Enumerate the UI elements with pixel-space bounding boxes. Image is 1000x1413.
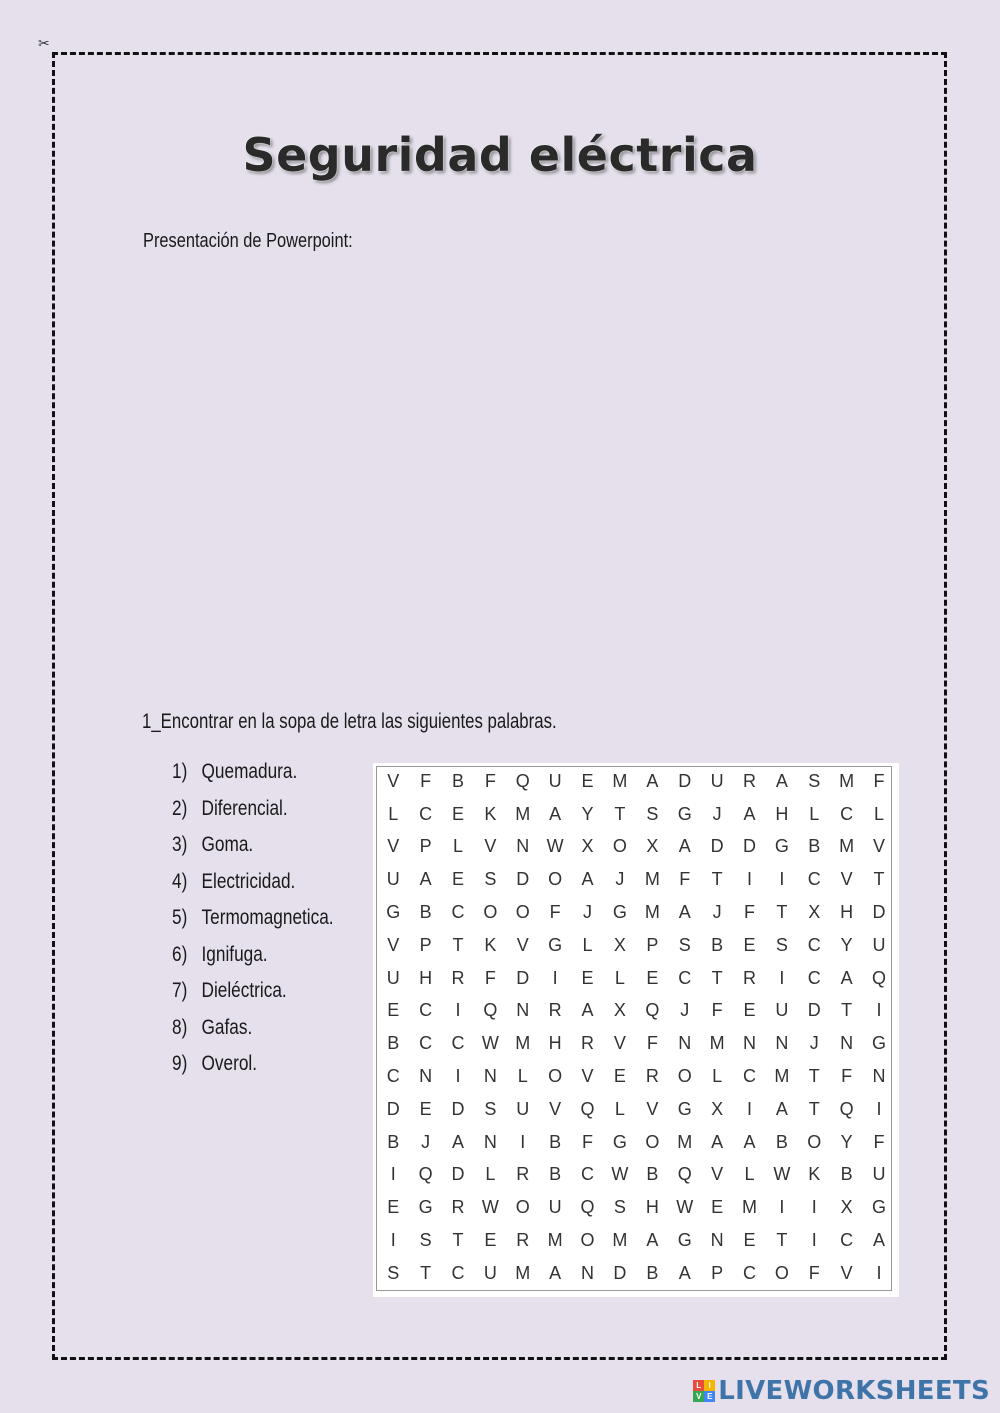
grid-cell: A — [549, 1262, 562, 1283]
grid-cell: Q — [418, 1164, 433, 1185]
word-number: 1) — [172, 760, 188, 783]
grid-cell: O — [677, 1066, 692, 1087]
grid-cell: S — [484, 869, 497, 890]
grid-cell: L — [744, 1164, 755, 1185]
grid-cell: X — [613, 1000, 626, 1021]
list-item — [172, 943, 334, 980]
grid-cell: S — [613, 1197, 626, 1218]
grid-cell: D — [807, 1000, 821, 1021]
grid-cell: V — [646, 1098, 659, 1119]
grid-cell: G — [418, 1197, 433, 1218]
grid-cell: H — [840, 902, 854, 923]
grid-cell: C — [451, 902, 465, 923]
scissors-icon: ✂ — [38, 36, 50, 52]
grid-cell: I — [779, 869, 785, 890]
word-number: 9) — [172, 1052, 188, 1075]
grid-cell: U — [386, 967, 400, 988]
grid-cell: E — [387, 1000, 400, 1021]
word-search-panel — [373, 763, 899, 1297]
grid-cell: B — [419, 902, 432, 923]
grid-cell: W — [546, 836, 564, 857]
grid-cell: C — [742, 1262, 756, 1283]
grid-cell: A — [743, 1131, 756, 1152]
grid-cell: W — [481, 1197, 499, 1218]
grid-cell: N — [581, 1262, 595, 1283]
grid-cell: H — [645, 1197, 659, 1218]
grid-cell: F — [808, 1262, 820, 1283]
grid-cell: N — [775, 1033, 789, 1054]
grid-cell: M — [644, 869, 660, 890]
grid-cell: R — [645, 1066, 659, 1087]
grid-cell: O — [515, 902, 530, 923]
grid-cell: E — [743, 934, 756, 955]
grid-cell: E — [743, 1230, 756, 1251]
grid-cell: G — [548, 934, 563, 955]
grid-cell: J — [615, 869, 625, 890]
logo-letter: I — [704, 1380, 715, 1391]
word-number: 8) — [172, 1015, 188, 1039]
grid-cell: M — [612, 770, 628, 791]
grid-cell: F — [646, 1033, 658, 1054]
grid-cell: I — [811, 1230, 817, 1251]
word-number: 7) — [172, 979, 188, 1002]
grid-cell: D — [678, 770, 692, 791]
grid-cell: L — [517, 1066, 528, 1087]
grid-cell: T — [420, 1262, 432, 1283]
grid-cell: V — [549, 1098, 562, 1119]
logo-letter: E — [704, 1391, 715, 1402]
grid-cell: I — [746, 869, 752, 890]
grid-cell: C — [807, 967, 821, 988]
grid-cell: J — [421, 1131, 431, 1152]
grid-cell: L — [712, 1066, 723, 1087]
grid-cell: I — [390, 1230, 396, 1251]
grid-cell: T — [452, 1230, 464, 1251]
grid-cell: E — [581, 967, 594, 988]
word-number: 6) — [172, 942, 188, 966]
grid-cell: M — [774, 1066, 790, 1087]
grid-cell: C — [386, 1066, 400, 1087]
grid-cell: E — [484, 1230, 497, 1251]
grid-cell: Y — [840, 934, 853, 955]
grid-cell: J — [583, 902, 593, 923]
grid-cell: A — [743, 803, 756, 824]
grid-cell: L — [614, 967, 625, 988]
grid-cell: I — [552, 967, 558, 988]
grid-cell: D — [516, 967, 530, 988]
presentation-label: Presentación de Powerpoint: — [143, 230, 353, 252]
grid-cell: B — [775, 1131, 788, 1152]
grid-cell: C — [419, 803, 433, 824]
word-number: 2) — [172, 796, 188, 820]
grid-cell: I — [390, 1164, 396, 1185]
grid-cell: A — [678, 1262, 691, 1283]
grid-cell: G — [872, 1033, 887, 1054]
grid-cell: M — [644, 902, 660, 923]
list-item — [172, 979, 334, 1016]
grid-cell: E — [387, 1197, 400, 1218]
grid-cell: N — [516, 1000, 530, 1021]
grid-cell: A — [678, 902, 691, 923]
grid-cell: T — [776, 902, 788, 923]
word-label: Electricidad. — [201, 869, 296, 893]
grid-cell: L — [874, 803, 885, 824]
grid-cell: F — [484, 770, 496, 791]
grid-cell: C — [807, 934, 821, 955]
word-label: Termomagnetica. — [201, 906, 334, 929]
grid-cell: K — [484, 803, 497, 824]
grid-cell: G — [872, 1197, 887, 1218]
grid-cell: S — [775, 934, 788, 955]
grid-cell: A — [775, 770, 788, 791]
grid-cell: S — [678, 934, 691, 955]
grid-cell: L — [614, 1098, 625, 1119]
grid-cell: A — [711, 1131, 724, 1152]
word-label: Quemadura. — [201, 760, 298, 783]
word-search-grid — [377, 765, 895, 1290]
grid-cell: R — [581, 1033, 595, 1054]
grid-cell: N — [678, 1033, 692, 1054]
grid-cell: Q — [872, 967, 887, 988]
grid-cell: F — [873, 770, 885, 791]
grid-cell: C — [451, 1262, 465, 1283]
grid-cell: A — [419, 869, 432, 890]
grid-cell: W — [773, 1164, 791, 1185]
grid-cell: U — [548, 1197, 562, 1218]
grid-cell: D — [710, 836, 724, 857]
word-list — [172, 760, 369, 1089]
grid-cell: V — [613, 1033, 626, 1054]
grid-cell: M — [709, 1033, 725, 1054]
word-label: Overol. — [201, 1052, 258, 1075]
grid-cell: L — [388, 803, 399, 824]
grid-cell: V — [387, 836, 400, 857]
grid-cell: T — [711, 967, 723, 988]
grid-cell: X — [840, 1197, 853, 1218]
grid-cell: V — [581, 1066, 594, 1087]
grid-cell: R — [742, 967, 756, 988]
grid-cell: V — [387, 770, 400, 791]
word-label: Ignifuga. — [201, 942, 268, 966]
logo-letter: V — [693, 1391, 704, 1402]
grid-cell: X — [646, 836, 659, 857]
grid-cell: H — [775, 803, 789, 824]
grid-cell: F — [711, 1000, 723, 1021]
grid-cell: V — [387, 934, 400, 955]
list-item — [172, 906, 334, 943]
grid-cell: I — [455, 1066, 461, 1087]
grid-cell: S — [646, 803, 659, 824]
grid-cell: E — [451, 869, 464, 890]
grid-cell: A — [549, 803, 562, 824]
grid-cell: F — [582, 1131, 594, 1152]
grid-cell: N — [742, 1033, 756, 1054]
grid-cell: B — [646, 1262, 659, 1283]
grid-cell: A — [581, 869, 594, 890]
grid-cell: N — [872, 1066, 886, 1087]
grid-cell: T — [808, 1066, 820, 1087]
grid-cell: M — [515, 803, 531, 824]
grid-cell: W — [481, 1033, 499, 1054]
grid-cell: B — [808, 836, 821, 857]
word-number: 5) — [172, 906, 188, 929]
grid-cell: N — [419, 1066, 433, 1087]
grid-cell: V — [840, 1262, 853, 1283]
grid-cell: D — [613, 1262, 627, 1283]
grid-cell: M — [677, 1131, 693, 1152]
word-label: Diferencial. — [201, 796, 288, 820]
grid-cell: F — [420, 770, 432, 791]
grid-cell: P — [419, 934, 432, 955]
grid-cell: I — [876, 1098, 882, 1119]
grid-cell: M — [839, 836, 855, 857]
grid-cell: I — [876, 1000, 882, 1021]
grid-cell: R — [548, 1000, 562, 1021]
grid-cell: C — [581, 1164, 595, 1185]
grid-cell: I — [746, 1098, 752, 1119]
grid-cell: G — [612, 1131, 627, 1152]
grid-cell: D — [386, 1098, 400, 1119]
grid-cell: U — [483, 1262, 497, 1283]
list-item — [172, 870, 334, 907]
grid-cell: U — [872, 934, 886, 955]
grid-cell: G — [677, 803, 692, 824]
grid-cell: X — [581, 836, 594, 857]
grid-cell: I — [811, 1197, 817, 1218]
grid-cell: H — [548, 1033, 562, 1054]
grid-cell: R — [516, 1230, 530, 1251]
grid-cell: J — [809, 1033, 819, 1054]
liveworksheets-logo-icon — [693, 1380, 715, 1402]
grid-cell: T — [776, 1230, 788, 1251]
grid-cell: C — [419, 1000, 433, 1021]
grid-cell: O — [645, 1131, 660, 1152]
grid-cell: Y — [581, 803, 594, 824]
grid-cell: Q — [580, 1197, 595, 1218]
grid-cell: O — [548, 1066, 563, 1087]
word-label: Goma. — [201, 833, 254, 856]
logo-letter: L — [693, 1380, 704, 1391]
grid-cell: P — [646, 934, 659, 955]
grid-cell: A — [840, 967, 853, 988]
grid-cell: P — [711, 1262, 724, 1283]
grid-cell: R — [451, 1197, 465, 1218]
grid-cell: V — [873, 836, 886, 857]
grid-cell: W — [676, 1197, 694, 1218]
word-label: Gafas. — [201, 1015, 253, 1039]
grid-cell: D — [742, 836, 756, 857]
list-item — [172, 797, 334, 834]
grid-cell: G — [677, 1098, 692, 1119]
grid-cell: C — [419, 1033, 433, 1054]
grid-cell: A — [646, 770, 659, 791]
grid-cell: U — [710, 770, 724, 791]
grid-cell: A — [678, 836, 691, 857]
grid-cell: L — [809, 803, 820, 824]
grid-cell: E — [451, 803, 464, 824]
grid-cell: G — [774, 836, 789, 857]
grid-cell: D — [451, 1098, 465, 1119]
grid-cell: J — [680, 1000, 690, 1021]
grid-cell: T — [808, 1098, 820, 1119]
grid-cell: A — [451, 1131, 464, 1152]
grid-cell: N — [483, 1131, 497, 1152]
grid-cell: T — [711, 869, 723, 890]
grid-cell: A — [581, 1000, 594, 1021]
footer-branding — [693, 1376, 990, 1406]
grid-cell: G — [612, 902, 627, 923]
grid-cell: D — [516, 869, 530, 890]
grid-cell: E — [419, 1098, 432, 1119]
word-label: Dieléctrica. — [201, 979, 287, 1002]
grid-cell: N — [710, 1230, 724, 1251]
grid-cell: K — [484, 934, 497, 955]
grid-cell: O — [580, 1230, 595, 1251]
grid-cell: T — [452, 934, 464, 955]
grid-cell: N — [516, 836, 530, 857]
grid-cell: L — [485, 1164, 496, 1185]
grid-cell: L — [582, 934, 593, 955]
grid-cell: U — [516, 1098, 530, 1119]
grid-cell: C — [807, 869, 821, 890]
instruction-text: 1_Encontrar en la sopa de letra las siguientes palabras. — [142, 710, 557, 733]
grid-cell: E — [613, 1066, 626, 1087]
grid-cell: G — [677, 1230, 692, 1251]
grid-cell: B — [646, 1164, 659, 1185]
grid-cell: I — [520, 1131, 526, 1152]
grid-cell: U — [872, 1164, 886, 1185]
grid-cell: M — [515, 1033, 531, 1054]
grid-cell: Q — [645, 1000, 660, 1021]
grid-cell: Q — [483, 1000, 498, 1021]
grid-cell: O — [483, 902, 498, 923]
word-number: 3) — [172, 833, 188, 856]
grid-cell: I — [876, 1262, 882, 1283]
grid-cell: R — [451, 967, 465, 988]
grid-cell: A — [873, 1230, 886, 1251]
grid-cell: C — [678, 967, 692, 988]
grid-cell: M — [612, 1230, 628, 1251]
grid-cell: I — [455, 1000, 461, 1021]
grid-cell: U — [548, 770, 562, 791]
grid-cell: E — [646, 967, 659, 988]
grid-cell: O — [774, 1262, 789, 1283]
grid-cell: Y — [840, 1131, 853, 1152]
grid-cell: B — [840, 1164, 853, 1185]
grid-cell: O — [515, 1197, 530, 1218]
grid-cell: B — [387, 1131, 400, 1152]
grid-cell: E — [581, 770, 594, 791]
grid-cell: M — [547, 1230, 563, 1251]
grid-cell: A — [646, 1230, 659, 1251]
grid-cell: C — [742, 1066, 756, 1087]
grid-cell: M — [515, 1262, 531, 1283]
grid-cell: S — [484, 1098, 497, 1119]
grid-cell: B — [711, 934, 724, 955]
grid-cell: V — [840, 869, 853, 890]
grid-cell: S — [419, 1230, 432, 1251]
grid-cell: O — [548, 869, 563, 890]
grid-cell: Q — [839, 1098, 854, 1119]
grid-cell: Q — [515, 770, 530, 791]
list-item — [172, 1016, 334, 1053]
grid-cell: O — [807, 1131, 822, 1152]
grid-cell: R — [742, 770, 756, 791]
grid-cell: B — [387, 1033, 400, 1054]
grid-cell: M — [741, 1197, 757, 1218]
grid-cell: V — [484, 836, 497, 857]
grid-cell: B — [549, 1164, 562, 1185]
grid-cell: D — [872, 902, 886, 923]
page-title: Seguridad eléctrica — [242, 128, 758, 182]
grid-cell: S — [387, 1262, 400, 1283]
grid-cell: Q — [580, 1098, 595, 1119]
grid-cell: W — [611, 1164, 629, 1185]
grid-cell: N — [840, 1033, 854, 1054]
grid-cell: F — [841, 1066, 853, 1087]
grid-cell: J — [712, 803, 722, 824]
grid-cell: O — [612, 836, 627, 857]
word-number: 4) — [172, 869, 188, 893]
grid-cell: F — [743, 902, 755, 923]
list-item — [172, 760, 334, 797]
grid-cell: R — [516, 1164, 530, 1185]
grid-cell: V — [516, 934, 529, 955]
grid-cell: I — [779, 1197, 785, 1218]
grid-cell: M — [839, 770, 855, 791]
grid-cell: K — [808, 1164, 821, 1185]
grid-cell: C — [840, 1230, 854, 1251]
grid-cell: S — [808, 770, 821, 791]
grid-cell: T — [841, 1000, 853, 1021]
grid-cell: B — [451, 770, 464, 791]
grid-cell: I — [779, 967, 785, 988]
grid-cell: F — [873, 1131, 885, 1152]
grid-cell: C — [451, 1033, 465, 1054]
brand-name: LIVEWORKSHEETS — [718, 1376, 990, 1406]
grid-cell: C — [840, 803, 854, 824]
grid-cell: J — [712, 902, 722, 923]
grid-cell: Q — [677, 1164, 692, 1185]
grid-cell: L — [452, 836, 463, 857]
grid-cell: U — [775, 1000, 789, 1021]
grid-cell: D — [451, 1164, 465, 1185]
list-item — [172, 833, 334, 870]
grid-cell: G — [386, 902, 401, 923]
grid-cell: U — [386, 869, 400, 890]
grid-cell: E — [711, 1197, 724, 1218]
grid-cell: E — [743, 1000, 756, 1021]
grid-cell: X — [613, 934, 626, 955]
grid-cell: X — [808, 902, 821, 923]
grid-cell: H — [419, 967, 433, 988]
grid-cell: P — [419, 836, 432, 857]
grid-cell: F — [549, 902, 561, 923]
grid-cell: N — [483, 1066, 497, 1087]
grid-cell: T — [614, 803, 626, 824]
grid-cell: F — [484, 967, 496, 988]
grid-cell: A — [775, 1098, 788, 1119]
grid-cell: F — [679, 869, 691, 890]
grid-cell: X — [711, 1098, 724, 1119]
grid-cell: B — [549, 1131, 562, 1152]
grid-cell: T — [873, 869, 885, 890]
grid-cell: V — [711, 1164, 724, 1185]
list-item — [172, 1052, 334, 1089]
